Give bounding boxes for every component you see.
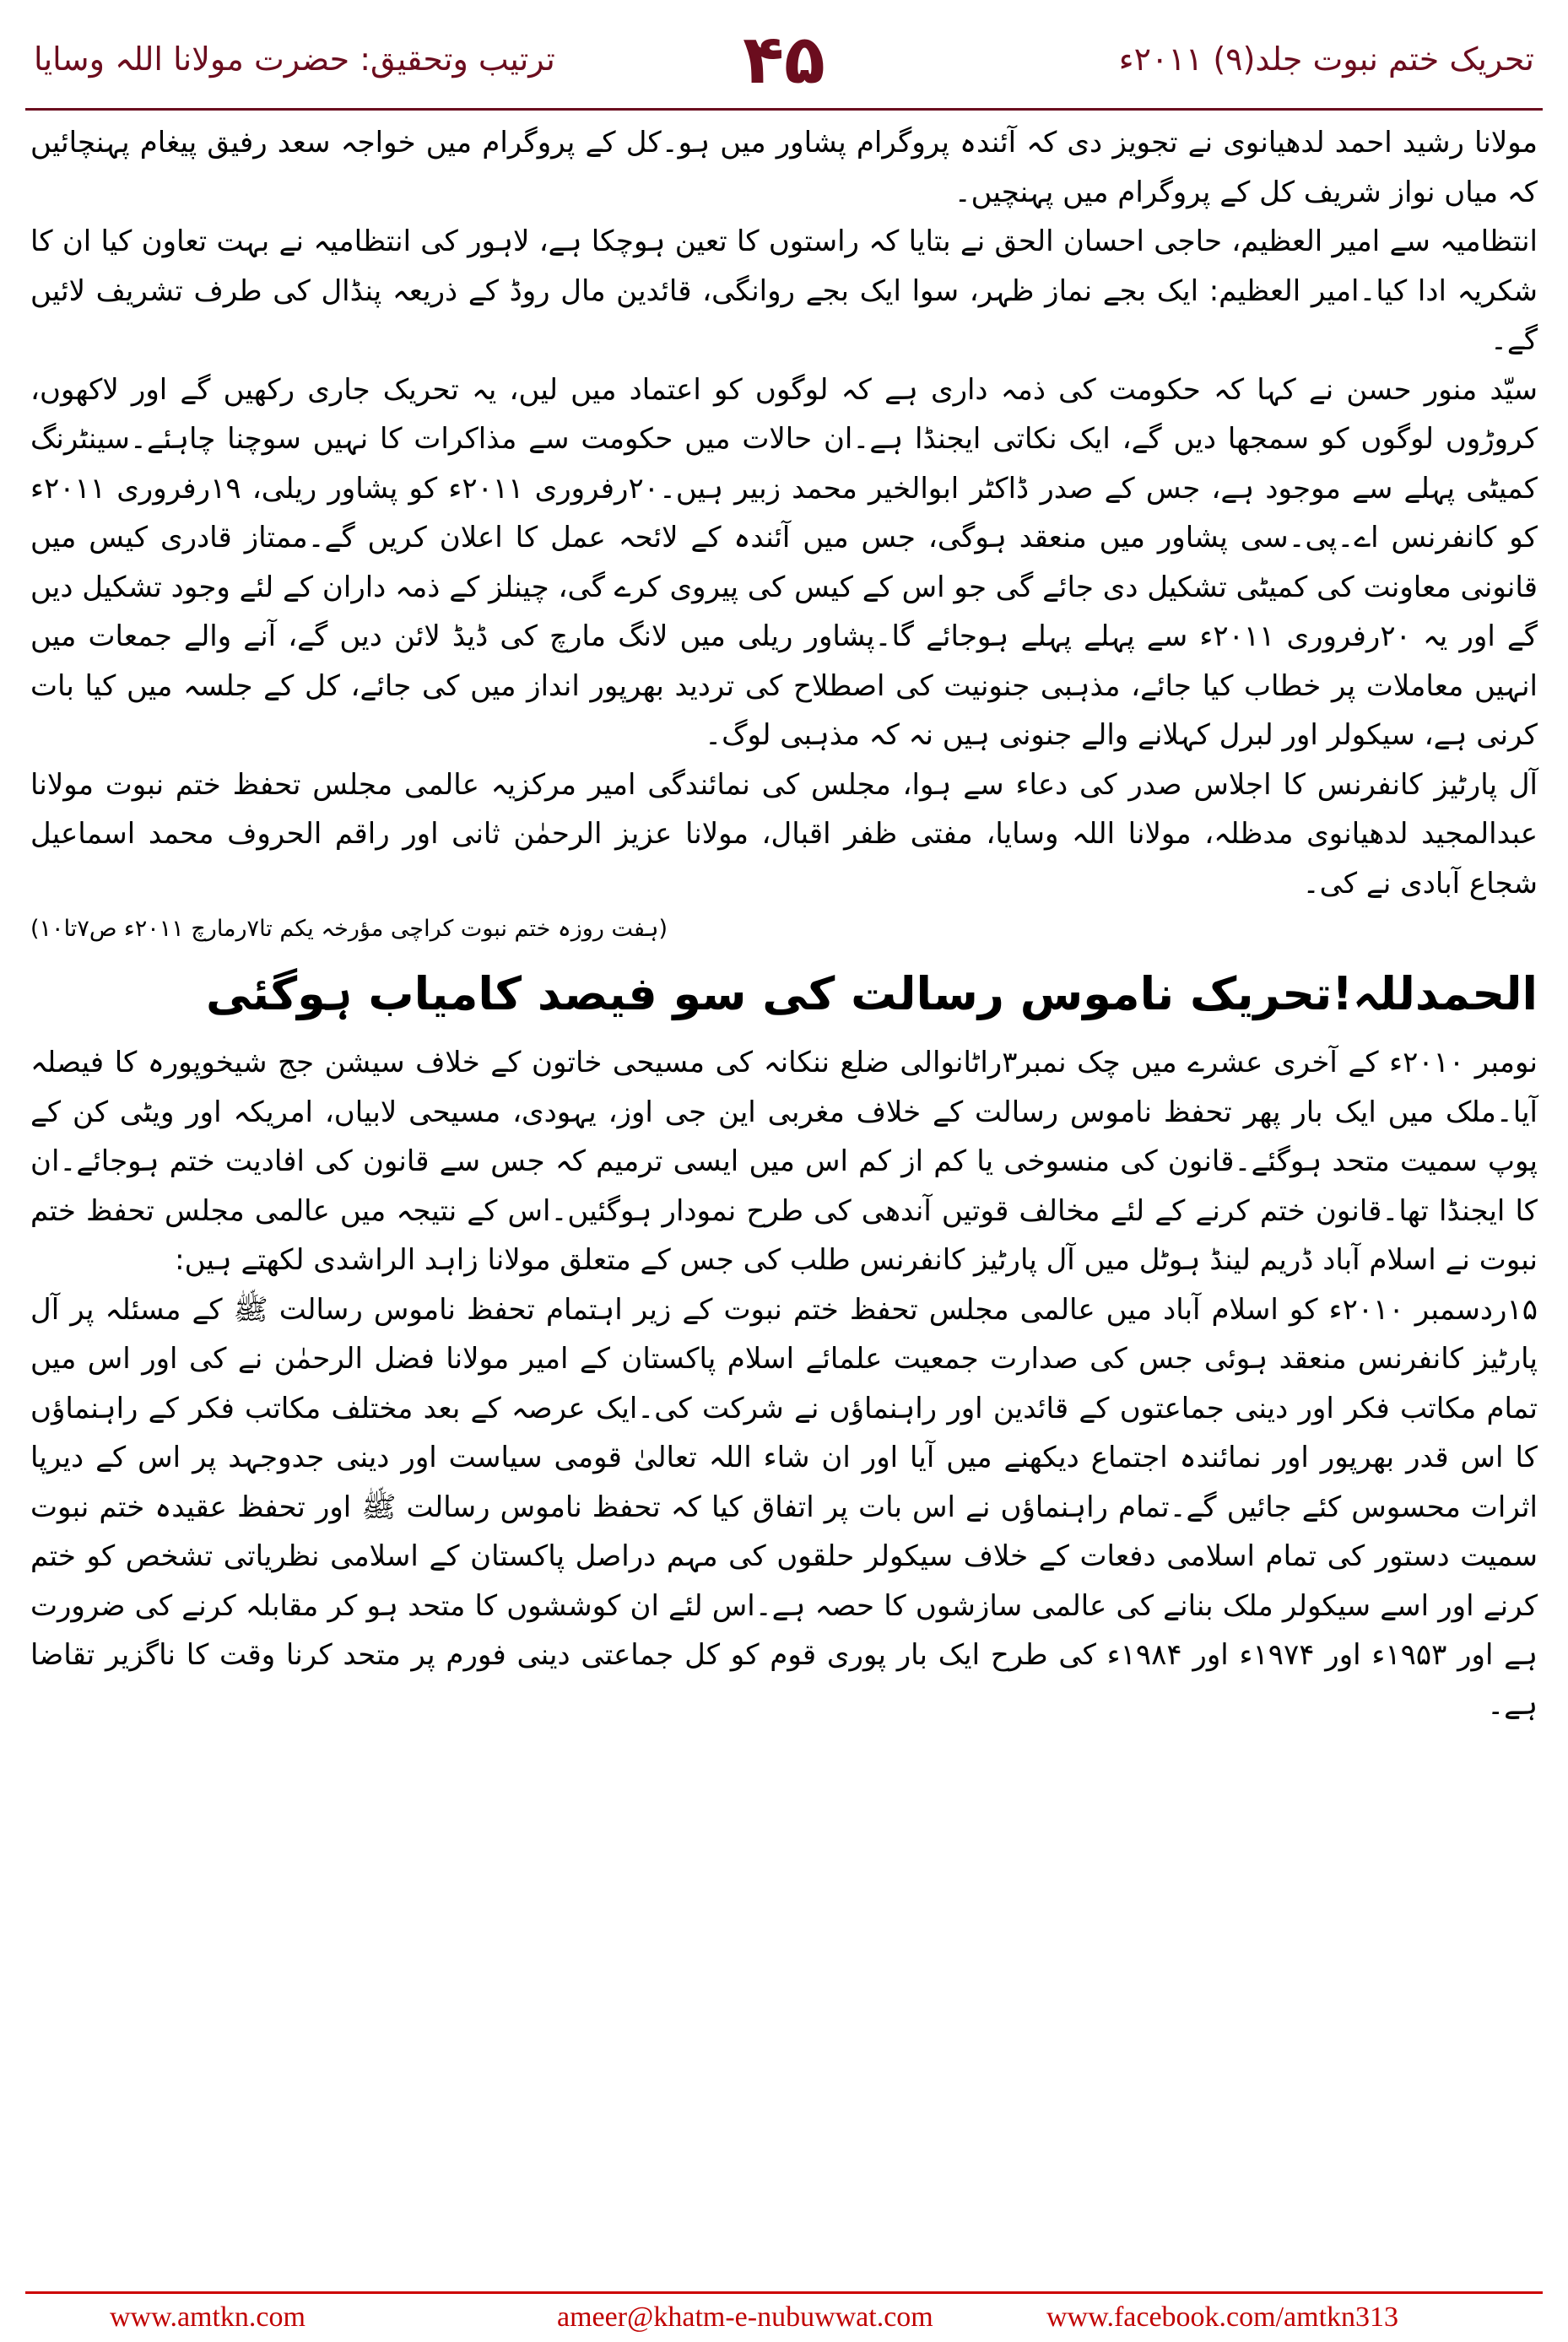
facebook-link[interactable]: www.facebook.com/amtkn313 xyxy=(1046,2301,1399,2333)
paragraph-3: سیّد منور حسن نے کہا کہ حکومت کی ذمہ داری ہے کہ لوگوں کو اعتماد میں لیں، یہ تحریک جاری رکھیں گے اور لاکھوں، کروڑوں لوگوں کو سمجھا دیں گے، ایک نکاتی ایجنڈا ہے۔ان حالات میں حکومت سے مذاکرات کا نہیں سوچنا چاہئے۔سینٹرنگ کمیٹی پہلے سے موجود ہے، جس کے صدر ڈاکٹر ابوالخیر محمد زبیر ہیں۔۲۰رفروری ۲۰۱۱ء کو پشاور ریلی، ۱۹رفروری ۲۰۱۱ء کو کانفرنس اے۔پی۔سی پشاور میں منعقد ہوگی، جس میں آئندہ کے لائحہ عمل کا اعلان کریں گے۔ممتاز قادری کیس میں قانونی معاونت کی کمیٹی تشکیل دی جائے گی جو اس کے کیس کی پیروی کرے گی، چینلز کے ذمہ داران کے لئے وجود تشکیل دیں گے اور یہ ۲۰رفروری ۲۰۱۱ء سے پہلے پہلے ہوجائے گا۔پشاور ریلی میں لانگ مارچ کی ڈیڈ لائن دیں گے، آنے والے جمعات میں انہیں معاملات پر خطاب کیا جائے، مذہبی جنونیت کی اصطلاح کی تردید بھرپور انداز میں کی جائے، کل کے جلسہ میں کیا بات کرنی ہے، سیکولر اور لبرل کہلانے والے جنونی ہیں نہ کہ مذہبی لوگ۔ xyxy=(30,372,1538,752)
paragraph-1: مولانا رشید احمد لدھیانوی نے تجویز دی کہ آئندہ پروگرام پشاور میں ہو۔کل کے پروگرام میں خواجہ سعد رفیق پیغام پہنچائیں کہ میاں نواز شریف کل کے پروگرام میں پہنچیں۔ xyxy=(30,126,1538,209)
paragraph-5: نومبر ۲۰۱۰ء کے آخری عشرے میں چک نمبر۳راٹانوالی ضلع ننکانہ کی مسیحی خاتون کے خلاف سیشن جج شیخوپورہ کا فیصلہ آیا۔ملک میں ایک بار پھر تحفظ ناموس رسالت کے خلاف مغربی این جی اوز، یہودی، مسیحی لابیاں، امریکہ اور ویٹی کن کے پوپ سمیت متحد ہوگئے۔قانون کی منسوخی یا کم از کم اس میں ایسی ترمیم کہ جس سے قانون کی افادیت ختم ہوجائے۔ان کا ایجنڈا تھا۔قانون ختم کرنے کے لئے مخالف قوتیں آندھی کی طرح نمودار ہوگئیں۔اس کے نتیجہ میں عالمی مجلس تحفظ ختم نبوت نے اسلام آباد ڈریم لینڈ ہوٹل میں آل پارٹیز کانفرنس طلب کی جس کے متعلق مولانا زاہد الراشدی لکھتے ہیں: xyxy=(30,1046,1538,1277)
page-body xyxy=(30,118,1538,1729)
paragraph-6: ۱۵ردسمبر ۲۰۱۰ء کو اسلام آباد میں عالمی مجلس تحفظ ختم نبوت کے زیر اہتمام تحفظ ناموس رسالت ﷺ کے مسئلہ پر آل پارٹیز کانفرنس منعقد ہوئی جس کی صدارت جمعیت علمائے اسلام پاکستان کے امیر مولانا فضل الرحمٰن نے کی اور اس میں تمام مکاتب فکر اور دینی جماعتوں کے قائدین اور راہنماؤں نے شرکت کی۔ایک عرصہ کے بعد مختلف مکاتب فکر کے راہنماؤں کا اس قدر بھرپور اور نمائندہ اجتماع دیکھنے میں آیا اور ان شاء اللہ تعالیٰ قومی سیاست اور دینی جدوجہد پر اس کے دیرپا اثرات محسوس کئے جائیں گے۔تمام راہنماؤں نے اس بات پر اتفاق کیا کہ تحفظ ناموس رسالت ﷺ اور تحفظ عقیدہ ختم نبوت سمیت دستور کی تمام اسلامی دفعات کے خلاف سیکولر حلقوں کی مہم دراصل پاکستان کے اسلامی نظریاتی تشخص کو ختم کرنے اور اسے سیکولر ملک بنانے کی عالمی سازشوں کا حصہ ہے۔اس لئے ان کوششوں کا متحد ہو کر مقابلہ کرنے کی ضرورت ہے اور ۱۹۵۳ء اور ۱۹۷۴ء اور ۱۹۸۴ء کی طرح ایک بار پوری قوم کو کل جماعتی دینی فورم پر متحد کرنا وقت کا ناگزیر تقاضا ہے۔ xyxy=(30,1292,1538,1722)
page-header xyxy=(25,17,1543,110)
page-number: ۴۵ xyxy=(743,20,825,99)
book-title: تحریک ختم نبوت جلد(۹) ۲۰۱۱ء xyxy=(1118,41,1534,78)
source-citation: (ہفت روزہ ختم نبوت کراچی مؤرخہ یکم تا۷رمارچ ۲۰۱۱ء ص۷تا۱۰) xyxy=(30,916,668,942)
header-divider xyxy=(25,108,1543,111)
section-heading: الحمدللہ!تحریک ناموس رسالت کی سو فیصد کامیاب ہوگئی xyxy=(206,967,1538,1020)
paragraph-4: آل پارٹیز کانفرنس کا اجلاس صدر کی دعاء سے ہوا، مجلس کی نمائندگی امیر مرکزیہ عالمی مجلس تحفظ ختم نبوت مولانا عبدالمجید لدھیانوی مدظلہ، مولانا اللہ وسایا، مفتی ظفر اقبال، مولانا عزیز الرحمٰن ثانی اور راقم الحروف محمد اسماعیل شجاع آبادی نے کی۔ xyxy=(30,767,1538,901)
author-credit: ترتیب وتحقیق: حضرت مولانا اللہ وسایا xyxy=(34,41,555,78)
paragraph-2: انتظامیہ سے امیر العظیم، حاجی احسان الحق نے بتایا کہ راستوں کا تعین ہوچکا ہے، لاہور کی انتظامیہ نے بہت تعاون کیا ان کا شکریہ ادا کیا۔امیر العظیم: ایک بجے نماز ظہر، سوا ایک بجے روانگی، قائدین مال روڈ کے ذریعہ پنڈال کی طرف تشریف لائیں گے۔ xyxy=(30,224,1538,357)
footer-divider xyxy=(25,2291,1543,2294)
email-link[interactable]: ameer@khatm-e-nubuwwat.com xyxy=(557,2301,933,2333)
page-footer xyxy=(0,2291,1568,2342)
website-link[interactable]: www.amtkn.com xyxy=(110,2301,305,2333)
